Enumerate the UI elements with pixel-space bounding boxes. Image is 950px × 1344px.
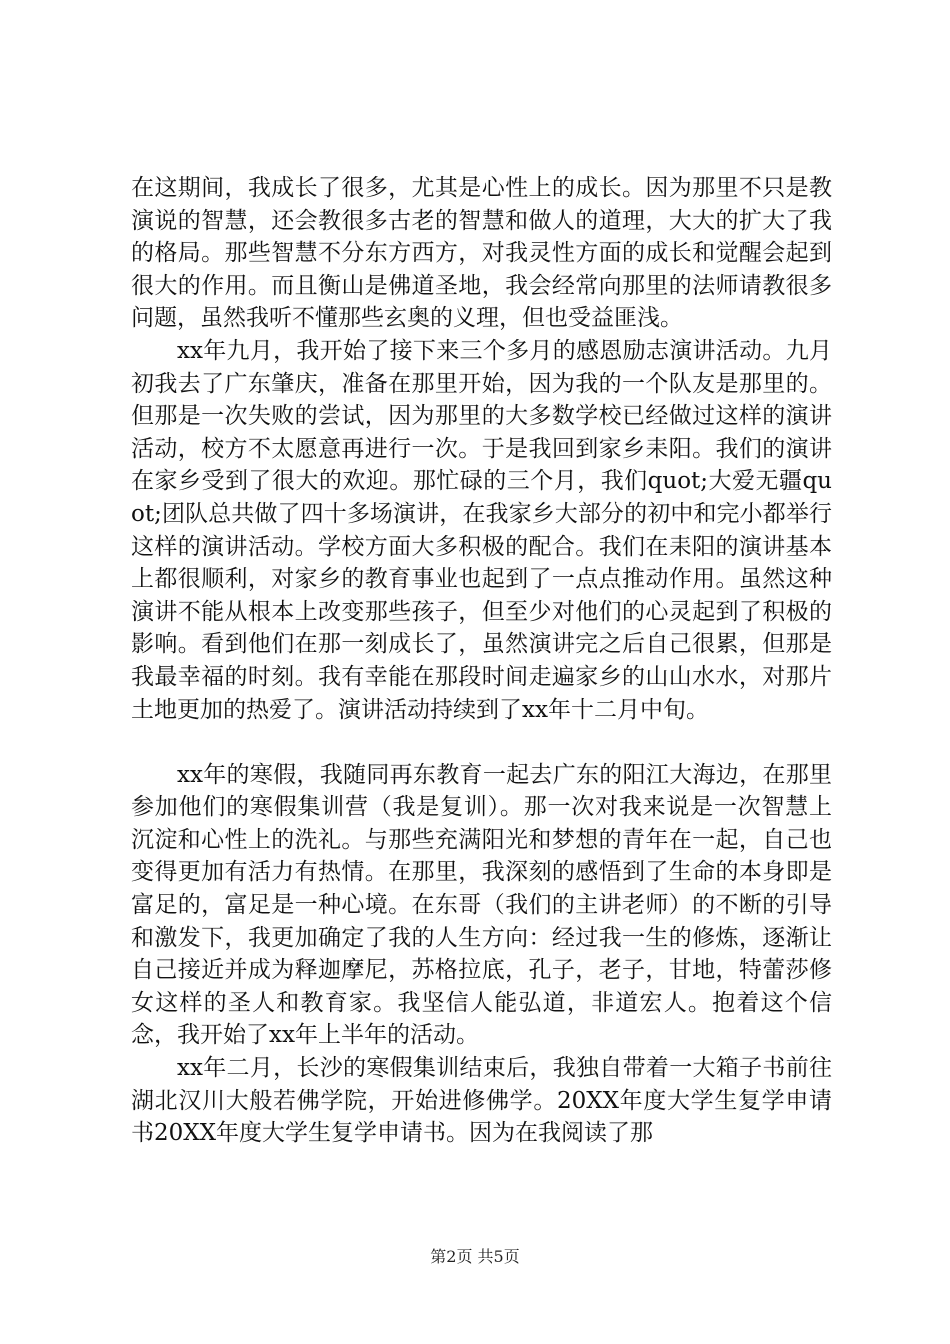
paragraph-3: xx年的寒假，我随同再东教育一起去广东的阳江大海边，在那里参加他们的寒假集训营（我是复训）。那一次对我来说是一次智慧上沉淀和心性上的洗礼。与那些充满阳光和梦想的青年在一起，自己也变得更加有活力有热情。在那里，我深刻的感悟到了生命的本身即是富足的，富足是一种心境。在东哥（我们的主讲老师）的不断的引导和激发下，我更加确定了我的人生方向：经过我一生的修炼，逐渐让自己接近并成为释迦摩尼，苏格拉底，孔子，老子，甘地，特蕾莎修女这样的圣人和教育家。我坚信人能弘道，非道宏人。抱着这个信念，我开始了xx年上半年的活动。 xyxy=(131,761,832,1049)
paragraph-1: 在这期间，我成长了很多，尤其是心性上的成长。因为那里不只是教演说的智慧，还会教很多古老的智慧和做人的道理，大大的扩大了我的格局。那些智慧不分东方西方，对我灵性方面的成长和觉醒会起到很大的作用。而且衡山是佛道圣地，我会经常向那里的法师请教很多问题，虽然我听不懂那些玄奥的义理，但也受益匪浅。 xyxy=(131,175,832,332)
page-footer: 第2页 共5页 xyxy=(430,1247,520,1266)
paragraph-2: xx年九月，我开始了接下来三个多月的感恩励志演讲活动。九月初我去了广东肇庆，准备在那里开始，因为我的一个队友是那里的。但那是一次失败的尝试，因为那里的大多数学校已经做过这样的演讲活动，校方不太愿意再进行一次。于是我回到家乡耒阳。我们的演讲在家乡受到了很大的欢迎。那忙碌的三个月，我们quot;大爱无疆quot;团队总共做了四十多场演讲，在我家乡大部分的初中和完小都举行这样的演讲活动。学校方面大多积极的配合。我们在耒阳的演讲基本上都很顺利，对家乡的教育事业也起到了一点点推动作用。虽然这种演讲不能从根本上改变那些孩子，但至少对他们的心灵起到了积极的影响。看到他们在那一刻成长了，虽然演讲完之后自己很累，但那是我最幸福的时刻。我有幸能在那段时间走遍家乡的山山水水，对那片土地更加的热爱了。演讲活动持续到了xx年十二月中旬。 xyxy=(131,337,832,723)
paragraph-spacer xyxy=(131,726,832,759)
document-body xyxy=(131,172,832,1150)
paragraph-4: xx年二月，长沙的寒假集训结束后，我独自带着一大箱子书前往湖北汉川大般若佛学院，开始进修佛学。20XX年度大学生复学申请书20XX年度大学生复学申请书。因为在我阅读了那 xyxy=(131,1055,832,1147)
